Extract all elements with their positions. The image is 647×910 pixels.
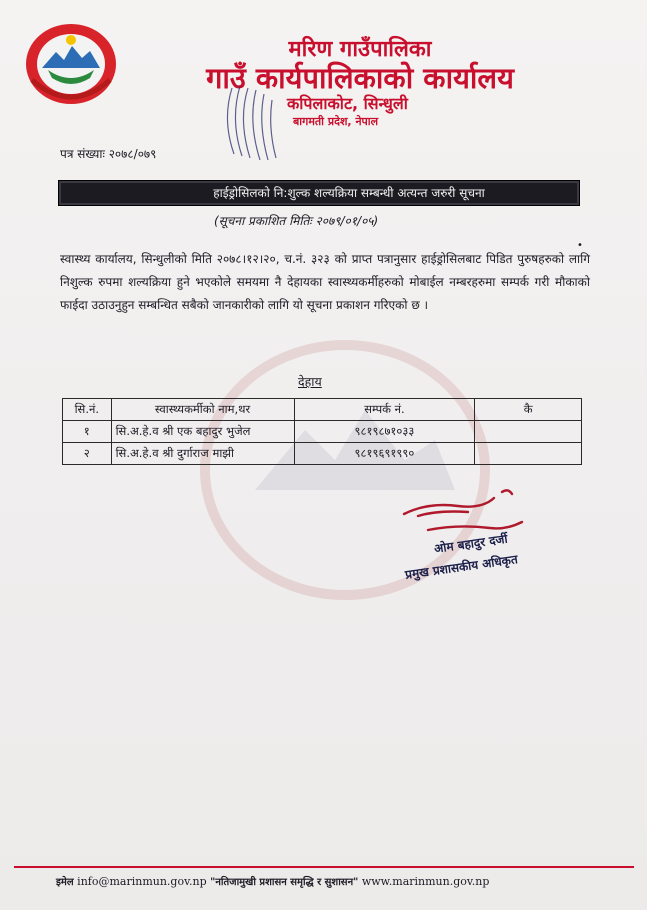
office-stamp-icon: [212, 80, 304, 164]
cell-serial: १: [63, 421, 112, 443]
cell-name: सि.अ.हे.व श्री दुर्गाराज माझी: [111, 443, 294, 465]
footer-slogan: "नतिजामुखी प्रशासन समृद्धि र सुशासन": [210, 877, 359, 888]
footer-website-link[interactable]: www.marinmun.gov.np: [361, 875, 490, 888]
office-province: बागमती प्रदेश, नेपाल: [293, 115, 379, 128]
col-serial: सि.नं.: [63, 399, 112, 421]
col-name: स्वास्थ्यकर्मीको नाम,थर: [111, 399, 294, 421]
signatory-role: प्रमुख प्रशासकीय अधिकृत: [404, 552, 519, 582]
signatory-name: ओम बहादुर दर्जी: [433, 531, 509, 556]
table-row: [63, 443, 582, 465]
published-date: (सूचना प्रकाशित मितिः २०७९/०१/०५): [214, 214, 379, 228]
cell-contact: ९८१९६९१९९०: [294, 443, 475, 465]
notice-title: हाईड्रोसिलको नि:शुल्क शल्यक्रिया सम्बन्धी अत्यन्त जरुरी सूचना: [213, 186, 485, 200]
cell-remarks: [475, 421, 582, 443]
office-name: गाउँ कार्यपालिकाको कार्यालय: [206, 61, 514, 95]
nepal-emblem-icon: [22, 18, 120, 110]
handwritten-signature-icon: [398, 484, 528, 539]
table-header-row: [63, 399, 582, 421]
footer-email-label: इमेल: [56, 877, 74, 888]
cell-name: सि.अ.हे.व श्री एक बहादुर भुजेल: [111, 421, 294, 443]
cell-serial: २: [63, 443, 112, 465]
cell-contact: ९८१९८७१०३३: [294, 421, 475, 443]
col-remarks: कै: [475, 399, 582, 421]
municipality-name: मरिण गाउँपालिका: [288, 37, 432, 62]
health-workers-table: [62, 398, 582, 465]
col-contact: सम्पर्क नं.: [294, 399, 475, 421]
margin-dot: •: [577, 240, 583, 251]
table-row: [63, 421, 582, 443]
office-location: कपिलाकोट, सिन्धुली: [287, 94, 408, 113]
footer: [56, 874, 489, 888]
footer-divider: [14, 866, 634, 868]
notice-body: स्वास्थ्य कार्यालय, सिन्धुलीको मिति २०७८।१२।२०, च.नं. ३२३ को प्राप्त पत्रानुसार हाईड्रोसिलबाट पिडित पुरुषहरुको लागि निशुल्क रुपमा शल्यक्रिया हुने भएकोले समयमा नै देहायका स्वास्थ्यकर्मीहरुको मोबाईल नम्बरहरुमा सम्पर्क गरी मौकाको फाईदा उठाउनुहुन सम्बन्धित सबैको जानकारीको लागि यो सूचना प्रकाशन गरिएको छ ।: [60, 252, 590, 312]
annex-title: देहाय: [298, 374, 322, 389]
footer-email-link[interactable]: info@marinmun.gov.np: [77, 875, 207, 888]
letter-number: पत्र संख्याः २०७८/०७९: [60, 147, 157, 161]
cell-remarks: [475, 443, 582, 465]
notice-title-bar: [58, 180, 580, 206]
